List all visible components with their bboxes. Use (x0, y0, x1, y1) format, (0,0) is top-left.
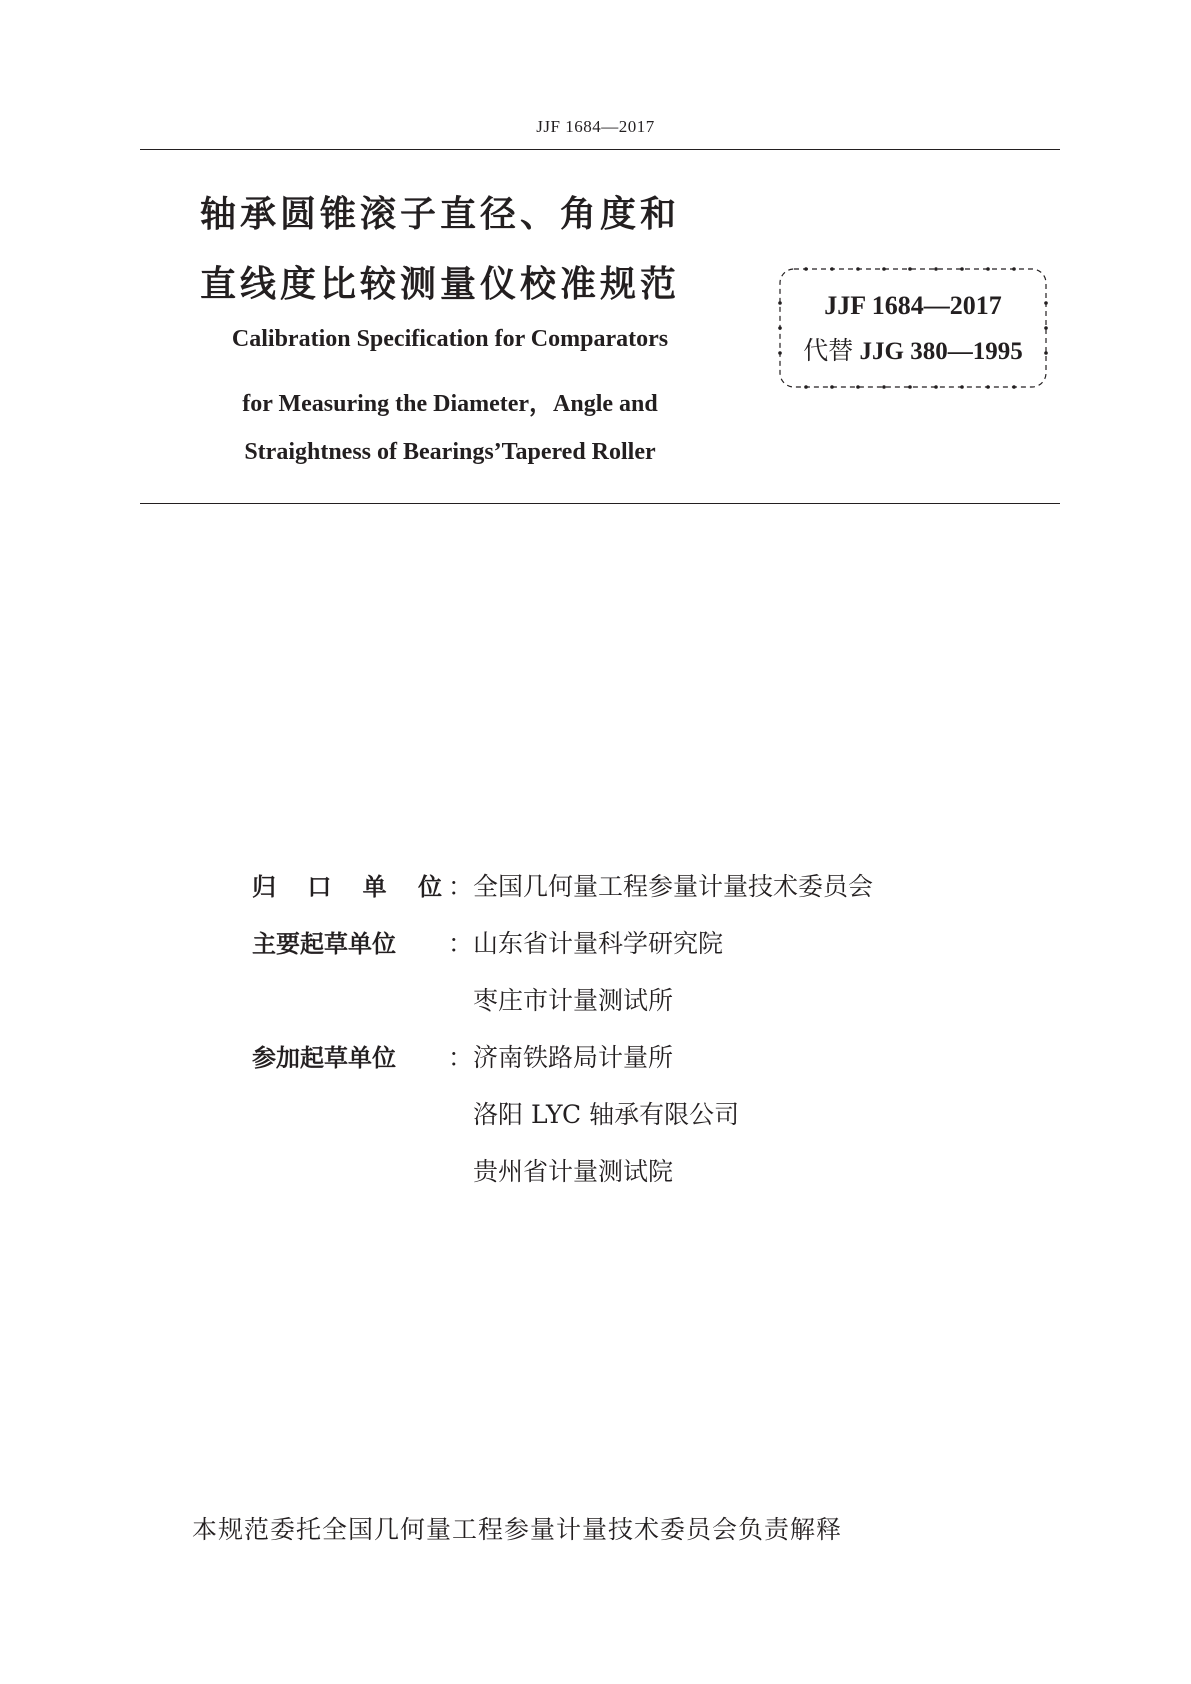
title-english-line-1: Calibration Specification for Comparators (231, 326, 669, 352)
top-divider (140, 149, 1060, 150)
main-drafting-value: 枣庄市计量测试所 (473, 985, 674, 1015)
title-english-line-2: for Measuring the Diameter，Angle and (242, 391, 658, 417)
participating-value: 贵州省计量测试院 (473, 1156, 674, 1186)
main-drafting-row (252, 970, 873, 1027)
title-chinese-line-2: 直线度比较测量仪校准规范 (200, 264, 681, 305)
responsible-unit-row (252, 856, 873, 913)
standard-code: JJF 1684—2017 (824, 291, 1002, 320)
bottom-divider (140, 503, 1060, 504)
responsible-unit-value: 全国几何量工程参量计量技术委员会 (473, 871, 874, 901)
main-drafting-row (252, 913, 873, 970)
participating-row (252, 1141, 873, 1198)
participating-row (252, 1027, 873, 1084)
participating-value: 洛阳 LYC 轴承有限公司 (473, 1099, 740, 1129)
main-drafting-label: 主要起草单位 (252, 930, 396, 958)
colon: ： (448, 1042, 474, 1072)
standard-code-box (776, 265, 1050, 391)
title-chinese-line-1: 轴承圆锥滚子直径、角度和 (200, 194, 681, 235)
label-char: 位 (417, 873, 442, 901)
participating-label: 参加起草单位 (252, 1044, 396, 1072)
interpretation-note: 本规范委托全国几何量工程参量计量技术委员会负责解释 (192, 1515, 843, 1544)
label-char: 口 (307, 873, 332, 901)
replaces-label: 代替 (803, 338, 854, 365)
decorative-border (776, 265, 1050, 391)
label-char: 归 (252, 873, 276, 901)
header-standard-code: JJF 1684—2017 (536, 117, 655, 136)
colon: ： (448, 928, 474, 958)
replaces-line (776, 331, 1050, 367)
main-drafting-value: 山东省计量科学研究院 (473, 928, 724, 958)
responsible-unit-label (252, 867, 448, 902)
label-char: 单 (362, 873, 387, 901)
drafting-units (252, 856, 873, 1198)
colon: ： (448, 871, 474, 901)
participating-row (252, 1084, 873, 1141)
replaces-code: JJG 380—1995 (859, 338, 1023, 365)
participating-value: 济南铁路局计量所 (473, 1042, 674, 1072)
title-english-line-3: Straightness of Bearings’Tapered Roller (244, 439, 656, 465)
